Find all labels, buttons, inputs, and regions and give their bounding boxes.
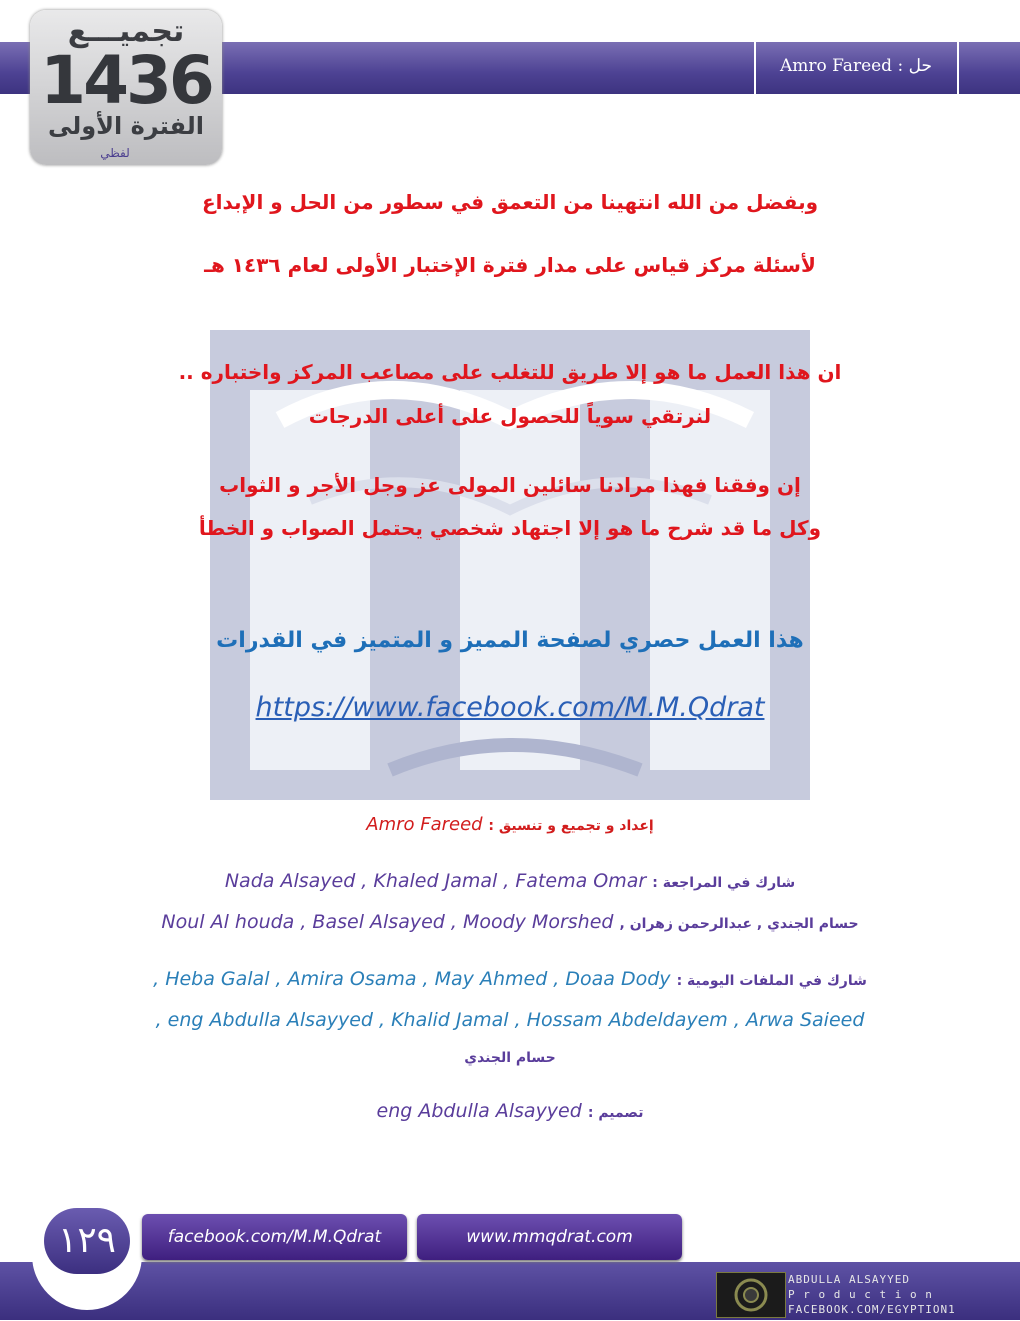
facebook-page-link[interactable]: https://www.facebook.com/M.M.Qdrat (255, 692, 765, 723)
header-author-credit: حل : Amro Fareed (780, 56, 932, 76)
paragraph-1-line-1: ان هذا العمل ما هو إلا طريق للتغلب على مصاعب المركز واختباره .. (178, 360, 842, 384)
paragraph-1-line-2: لنرتقي سوياً للحصول على أعلى الدرجات (308, 404, 712, 428)
exclusive-title: هذا العمل حصري لصفحة المميز و المتميز في القدرات (216, 628, 804, 653)
daily-credit-line-1 (0, 968, 1020, 990)
book-watermark-icon (190, 300, 830, 860)
logo-title: تجميـــع (67, 14, 185, 49)
logo-period: الفترة الأولى (47, 112, 205, 140)
review-label: شارك في المراجعة : (652, 875, 796, 891)
prepared-label: إعداد و تجميع و تنسيق : (488, 818, 654, 834)
production-line-3: FACEBOOK.COM/EGYPTION1 (788, 1303, 956, 1316)
intro-line-2: لأسئلة مركز قياس على مدار فترة الإختبار الأولى لعام ١٤٣٦ هـ (204, 253, 816, 277)
production-line-1: ABDULLA ALSAYYED (788, 1273, 910, 1286)
review-credit-line-2 (0, 911, 1020, 933)
collection-logo (30, 10, 222, 165)
camera-logo-icon (716, 1272, 786, 1318)
design-by-name: eng Abdulla Alsayyed (376, 1100, 582, 1122)
daily-label: شارك في الملفات اليومية : (676, 973, 867, 989)
daily-names-1: Heba Galal , Amira Osama , May Ahmed , Doaa Dody , (153, 968, 671, 990)
production-line-2: P r o d u c t i o n (788, 1288, 933, 1301)
header-divider (957, 42, 959, 94)
facebook-link-button[interactable]: facebook.com/M.M.Qdrat (142, 1214, 407, 1260)
page-number: ١٢٩ (44, 1208, 130, 1274)
logo-section: لفظي (100, 146, 130, 160)
header-divider (754, 42, 756, 94)
prepared-by-credit (0, 814, 1020, 835)
daily-credit-line-3: حسام الجندي (464, 1050, 556, 1066)
prepared-by-name: Amro Fareed (366, 814, 483, 835)
daily-credit-line-2: , eng Abdulla Alsayyed , Khalid Jamal , Hossam Abdeldayem , Arwa Saieed (155, 1009, 865, 1031)
production-credit (716, 1272, 1016, 1318)
review-names-2: Noul Al houda , Basel Alsayed , Moody Morshed (161, 911, 614, 933)
paragraph-2-line-2: وكل ما قد شرح ما هو إلا اجتهاد شخصي يحتمل الصواب و الخطأ (198, 516, 822, 540)
intro-line-1: وبفضل من الله انتهينا من التعمق في سطور من الحل و الإبداع (201, 190, 819, 214)
website-link-button[interactable]: www.mmqdrat.com (417, 1214, 682, 1260)
design-label: تصميم : (587, 1105, 644, 1121)
review-credit-line-1 (0, 870, 1020, 892)
design-credit (0, 1100, 1020, 1122)
review-names-1: Nada Alsayed , Khaled Jamal , Fatema Omar (224, 870, 647, 892)
review-names-arabic: حسام الجندي , عبدالرحمن زهران , (619, 916, 859, 932)
production-text (788, 1272, 956, 1317)
logo-year: 1436 (40, 42, 212, 119)
paragraph-2-line-1: إن وفقنا فهذا مرادنا سائلين المولى عز وجل الأجر و الثواب (219, 473, 801, 497)
